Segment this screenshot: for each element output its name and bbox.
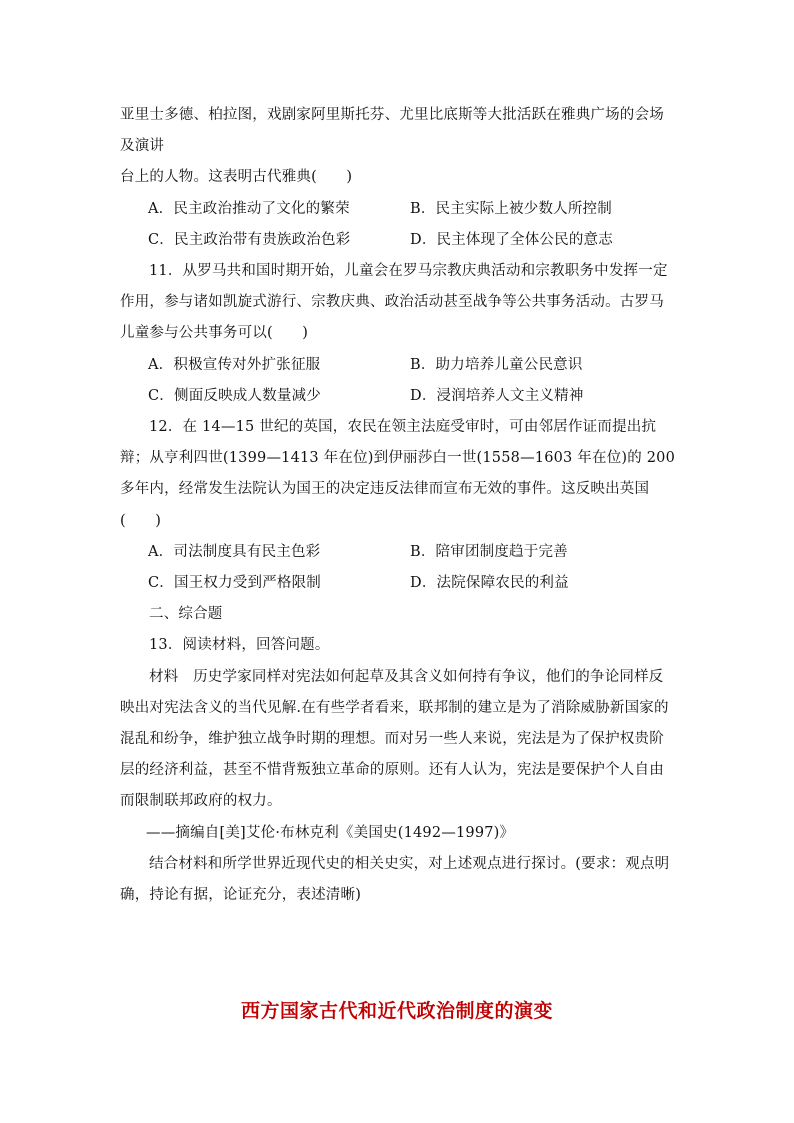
- q12-option-d: D．法院保障农民的利益: [410, 575, 569, 592]
- q12-stem: 12．在 14—15 世纪的英国，农民在领主法庭受审时，可由邻居作证而提出抗辩；从亨利四世(1399—1413 年在位)到伊丽莎白一世(1558—1603 年在位)的 200 多年内，经常发生法院认为国王的决定违反法律而宣布无效的事件。这反映出英国( ): [120, 419, 676, 529]
- q10-option-c: C．民主政治带有贵族政治色彩: [148, 231, 351, 248]
- q11-option-a: A．积极宣传对外扩张征服: [148, 356, 321, 373]
- q12-option-c: C．国王权力受到严格限制: [148, 575, 321, 592]
- q11-options: [120, 350, 676, 412]
- footer-title: 西方国家古代和近代政治制度的演变: [240, 1000, 553, 1022]
- q11-option-b: B．助力培养儿童公民意识: [410, 356, 583, 373]
- q13-material: 材料 历史学家同样对宪法如何起草及其含义如何持有争议，他们的争论同样反映出对宪法含义的当代见解.在有些学者看来，联邦制的建立是为了消除威胁新国家的混乱和纷争，维护独立战争时期的理想。而对另一些人来说，宪法是为了保护权贵阶层的经济利益，甚至不惜背叛独立革命的原则。还有人认为，宪法是要保护个人自由而限制联邦政府的权力。: [120, 668, 669, 810]
- q10-options: [120, 194, 676, 256]
- q10-stem-line1: 亚里士多德、柏拉图，戏剧家阿里斯托芬、尤里比底斯等大批活跃在雅典广场的会场及演讲: [120, 107, 664, 155]
- q12-options: [120, 537, 676, 599]
- q11-stem: 11．从罗马共和国时期开始，儿童会在罗马宗教庆典活动和宗教职务中发挥一定作用，参与诸如凯旋式游行、宗教庆典、政治活动甚至战争等公共事务活动。古罗马儿童参与公共事务可以( ): [120, 263, 668, 342]
- q13-intro: 13．阅读材料，回答问题。: [149, 637, 330, 654]
- q10-option-d: D．民主体现了全体公民的意志: [410, 231, 613, 248]
- q12-option-b: B．陪审团制度趋于完善: [410, 543, 568, 560]
- q13-source: ——摘编自[美]艾伦·布林克利《美国史(1492—1997)》: [146, 824, 515, 841]
- q10-stem-line2: 台上的人物。这表明古代雅典( ): [120, 169, 353, 186]
- q11-option-d: D．浸润培养人文主义精神: [410, 387, 584, 404]
- q10-option-b: B．民主实际上被少数人所控制: [410, 200, 612, 217]
- q12-option-a: A．司法制度具有民主色彩: [148, 543, 321, 560]
- q10-option-a: A．民主政治推动了文化的繁荣: [148, 200, 350, 217]
- question-content: [120, 100, 676, 911]
- section2-heading: 二、综合题: [149, 606, 223, 623]
- q11-option-c: C．侧面反映成人数量减少: [148, 387, 321, 404]
- q13-task: 结合材料和所学世界近现代史的相关史实，对上述观点进行探讨。(要求：观点明确，持论有据，论证充分，表述清晰): [120, 855, 670, 904]
